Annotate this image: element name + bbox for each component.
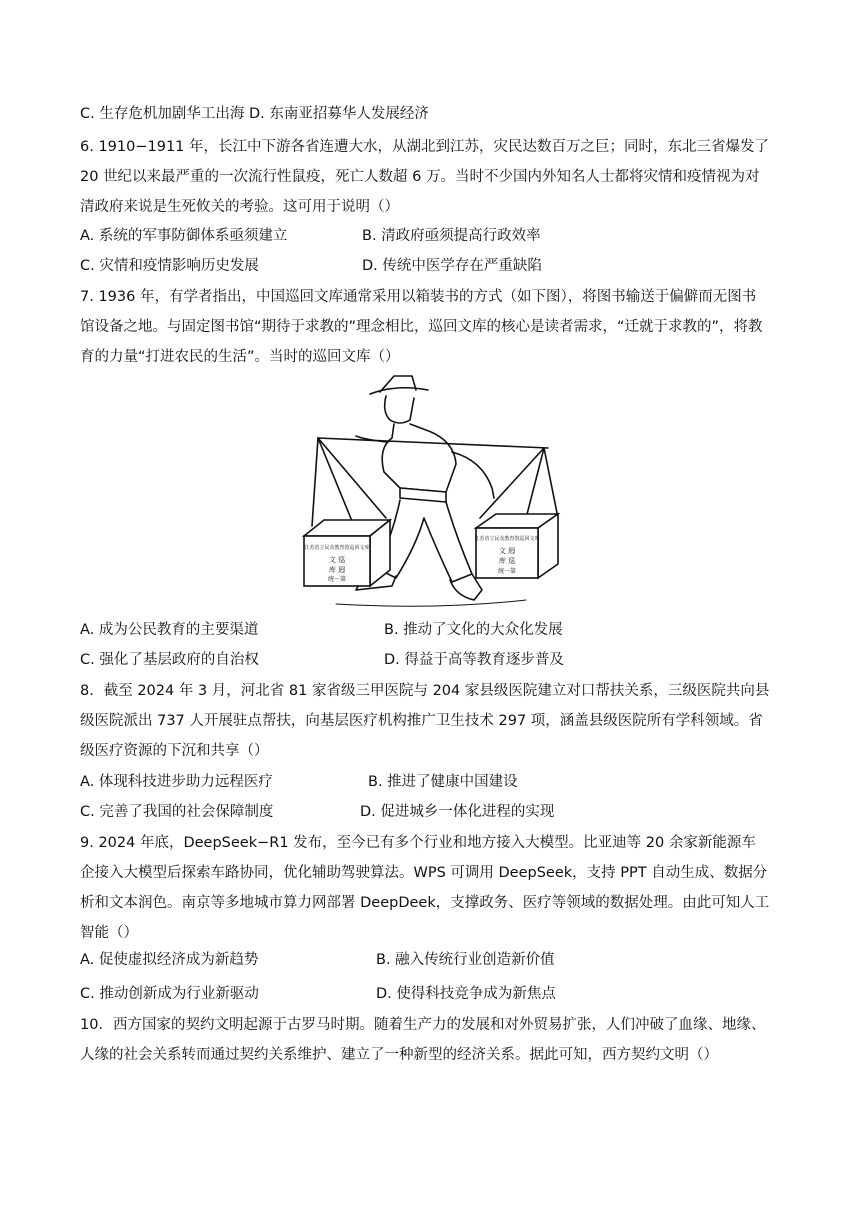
left-box-label-top: 江苏省立民众教育馆巡回文库: [304, 545, 370, 551]
left-library-box: [304, 520, 390, 586]
hat-brim: [370, 388, 428, 394]
q6-option-c: C. 灾情和疫情影响历史发展: [80, 258, 259, 274]
q6-option-b: B. 清政府亟须提高行政效率: [362, 228, 541, 244]
left-box-label-2: 库 迥: [328, 566, 346, 574]
q8-option-a: A. 体现科技进步助力远程医疗: [80, 774, 273, 790]
q8-option-b: B. 推进了健康中国建设: [368, 774, 518, 790]
q9-option-b: B. 融入传统行业创造新价值: [376, 952, 555, 968]
shoulder-pole: [318, 438, 548, 448]
q9-option-c: C. 推动创新成为行业新驱动: [80, 986, 259, 1002]
q8-option-c: C. 完善了我国的社会保障制度: [80, 804, 274, 820]
right-box-label-2: 库 巡: [498, 557, 516, 565]
q6-stem: 6. 1910−1911 年，长江中下游各省连遭大水，从湖北到江苏，灾民达数百万之巨；同时，东北三省爆发了 20 世纪以来最严重的一次流行性鼠疫，死亡人数超 6 万。当时不少国内外知名人士都将灾情和疫情视为对清政府来说是生死攸关的考验。这可用于说明（）: [80, 139, 770, 215]
right-box-label-top: 江苏省立民众教育馆巡回文库: [474, 536, 540, 542]
q9-option-d: D. 使得科技竞争成为新焦点: [376, 986, 556, 1002]
right-box-label-1: 文 迥: [498, 547, 516, 555]
right-box-label-3: 统一第: [497, 568, 517, 575]
q10-stem: 10．西方国家的契约文明起源于古罗马时期。随着生产力的发展和对外贸易扩张，人们冲破了血缘、地缘、人缘的社会关系转而通过契约关系维护、建立了一种新型的经济关系。据此可知，西方契约文明（）: [80, 1017, 766, 1063]
q7-option-a: A. 成为公民教育的主要渠道: [80, 622, 259, 638]
q8-option-d: D. 促进城乡一体化进程的实现: [360, 804, 555, 820]
q9-option-a: A. 促使虚拟经济成为新趋势: [80, 952, 259, 968]
q7-option-d: D. 得益于高等教育逐步普及: [384, 652, 564, 668]
q8-stem: 8．截至 2024 年 3 月，河北省 81 家省级三甲医院与 204 家县级医院建立对口帮扶关系，三级医院共向县级医院派出 737 人开展驻点帮扶，向基层医疗机构推广卫生技术 297 项，涵盖县级医院所有学科领域。省级医疗资源的下沉和共享（）: [80, 683, 770, 759]
q7-option-c: C. 强化了基层政府的自治权: [80, 652, 259, 668]
right-library-box: [474, 514, 558, 578]
left-box-label-3: 统一第: [327, 576, 347, 583]
q7-option-b: B. 推动了文化的大众化发展: [384, 622, 563, 638]
left-box-label-1: 文 巡: [328, 556, 346, 564]
traveling-library-porter-illustration: [296, 368, 568, 614]
q9-stem: 9. 2024 年底，DeepSeek−R1 发布，至今已有多个行业和地方接入大模型。比亚迪等 20 余家新能源车企接入大模型后探索车路协同，优化辅助驾驶算法。WPS 可调用 DeepSeek，支持 PPT 自动生成、数据分析和文本润色。南京等多地城市算力网部署 DeepDeek，支撑政务、医疗等领域的数据处理。由此可知人工智能（）: [80, 835, 770, 941]
q7-stem: 7. 1936 年，有学者指出，中国巡回文库通常采用以箱装书的方式（如下图），将图书输送于偏僻而无图书馆设备之地。与固定图书馆“期待于求教的”理念相比，巡回文库的核心是读者需求，“迁就于求教的”，将教育的力量“打进农民的生活”。当时的巡回文库（）: [80, 289, 763, 365]
q6-option-a: A. 系统的军事防御体系亟须建立: [80, 228, 288, 244]
q5-options-cd: C. 生存危机加剧华工出海 D. 东南亚招募华人发展经济: [80, 106, 429, 122]
q6-option-d: D. 传统中医学存在严重缺陷: [362, 258, 542, 274]
